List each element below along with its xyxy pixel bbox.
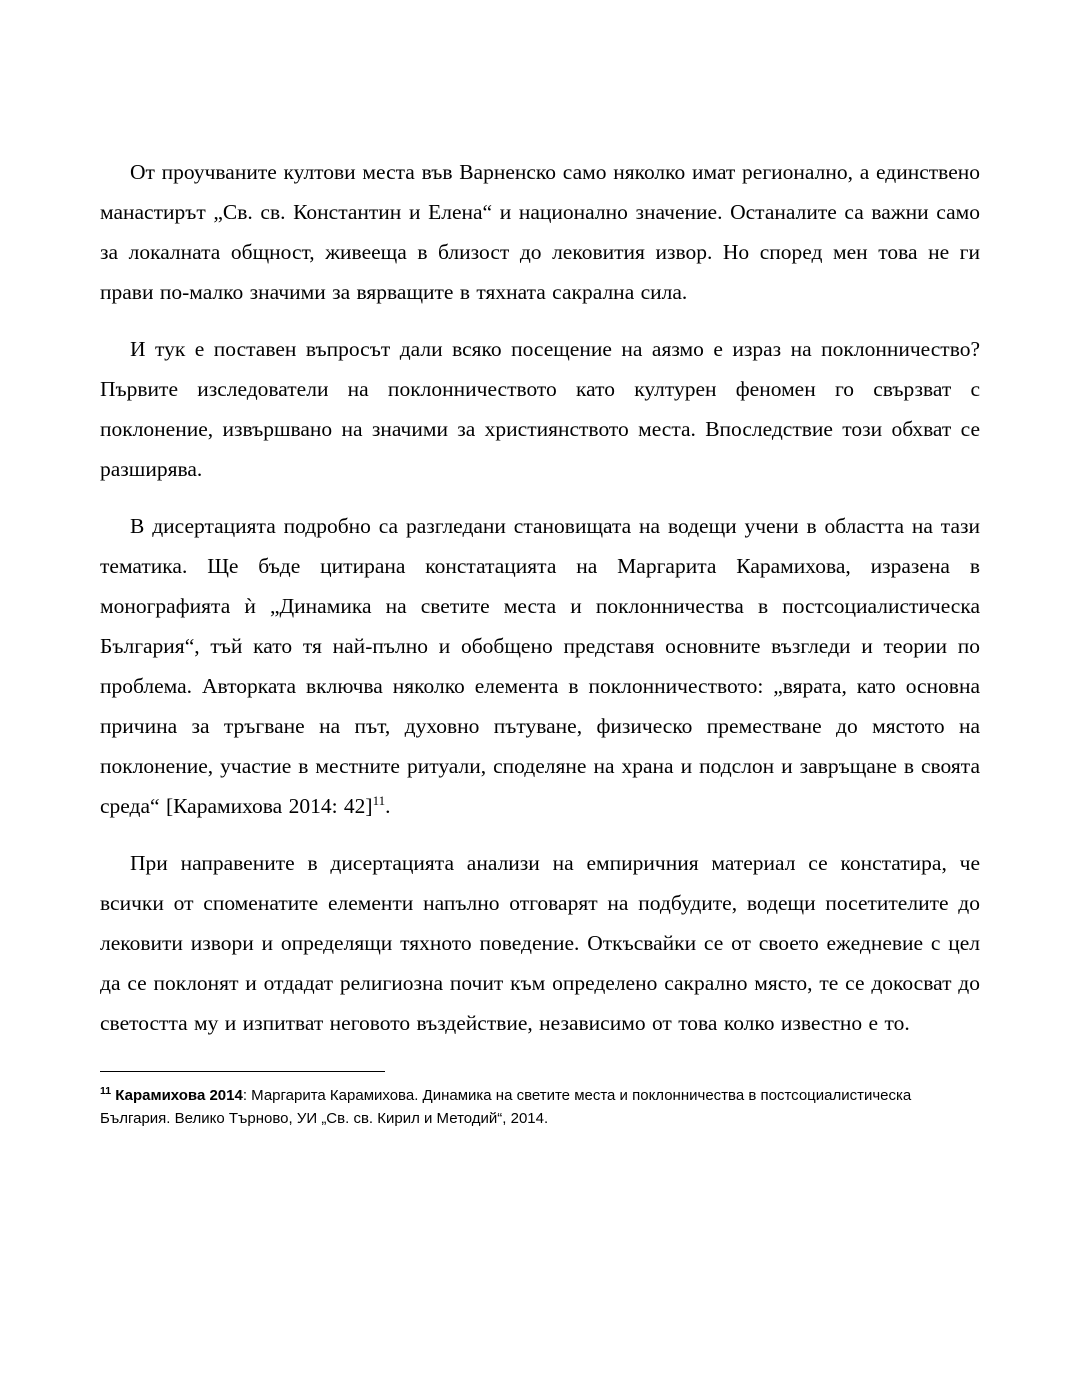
paragraph-4: При направените в дисертацията анализи на емпиричния материал се констатира, че всички от споменатите елементи напълно отговарят на подбудите, водещи посетителите до лековити извори и определящи тяхното поведение. Откъсвайки се от своето ежедневие с цел да се поклонят и отдадат религиозна почит към определено сакрално място, те се докосват до светостта му и изпитват неговото въздействие, независимо от това колко известно е то. [100,851,980,1035]
footnote-reference: 11 [372,792,386,808]
footnote-area [100,1071,980,1130]
paragraph-3 [100,506,980,826]
paragraph-2: И тук е поставен въпросът дали всяко посещение на аязмо е израз на поклонничество? Първите изследователи на поклонничеството като културен феномен го свързват с поклонение, извършвано на значими за християнството места. Впоследствие този обхват се разширява. [100,337,980,481]
paragraph-3-after: . [385,794,391,818]
paragraph-3-text: В дисертацията подробно са разгледани становищата на водещи учени в областта на тази тематика. Ще бъде цитирана констатацията на Маргарита Карамихова, изразена в монографията ѝ „Динамика на светите места и поклонничества в постсоциалистическа България“, тъй като тя най-пълно и обобщено представя основните възгледи и теории по проблема. Авторката включва няколко елемента в поклонничеството: „вярата, като основна причина за тръгване на път, духовно пътуване, физическо преместване до мястото на поклонение, участие в местните ритуали, споделяне на храна и подслон и завръщане в своята среда“ [Карамихова 2014: 42] [100,514,980,818]
footnote-separator [100,1071,385,1072]
footnote-label: Карамихова 2014 [115,1087,243,1104]
footnote-text: : Маргарита Карамихова. Динамика на светите места и поклонничества в постсоциалистическа България. Велико Търново, УИ „Св. св. Кирил и Методий“, 2014. [100,1087,912,1127]
footnote [100,1084,980,1130]
paragraph-1: От проучваните култови места във Варненско само няколко имат регионално, а единствено манастирът „Св. св. Константин и Елена“ и национално значение. Останалите са важни само за локалната общност, живееща в близост до лековития извор. Но според мен това не ги прави по-малко значими за вярващите в тяхната сакрална сила. [100,160,980,304]
footnote-marker: 11 [100,1085,112,1097]
